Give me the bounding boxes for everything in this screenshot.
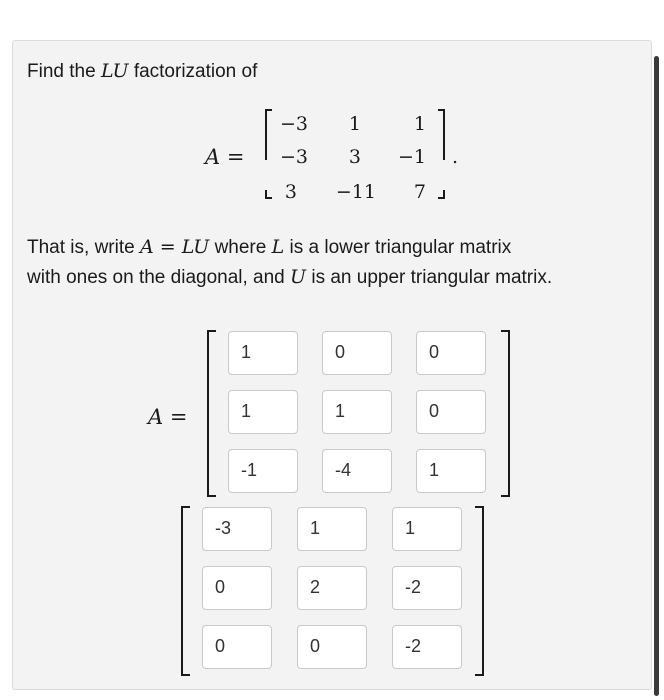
L-input[interactable]: 0 xyxy=(322,331,392,375)
U-input[interactable]: -3 xyxy=(202,507,272,551)
instruction-line-2 xyxy=(27,266,552,289)
L-input[interactable]: 1 xyxy=(228,331,298,375)
instr-text: with ones on the diagonal, and xyxy=(27,267,285,288)
given-cell: −3 xyxy=(279,146,308,168)
intro-var: LU xyxy=(100,60,129,82)
given-cell: −11 xyxy=(335,181,376,203)
U-input[interactable]: 2 xyxy=(297,566,367,610)
given-cell: 3 xyxy=(284,181,297,203)
U-right-bracket xyxy=(475,506,484,676)
L-input[interactable]: 1 xyxy=(228,390,298,434)
given-period: . xyxy=(452,146,459,168)
L-right-bracket xyxy=(501,330,510,497)
U-input[interactable]: 1 xyxy=(297,507,367,551)
L-input[interactable]: 0 xyxy=(416,390,486,434)
L-left-bracket xyxy=(207,330,216,497)
instr-eq: A = LU xyxy=(139,236,210,258)
U-input[interactable]: 0 xyxy=(297,625,367,669)
intro-text xyxy=(27,60,257,83)
answer-lhs: A = xyxy=(148,405,188,429)
given-cell: −1 xyxy=(397,146,426,168)
given-cell: 3 xyxy=(348,146,361,168)
intro-after: factorization of xyxy=(133,61,258,82)
intro-before: Find the xyxy=(27,61,96,82)
given-cell: −3 xyxy=(279,113,308,135)
instruction-line-1 xyxy=(27,236,511,259)
given-right-bracket xyxy=(436,108,448,200)
instr-text: That is, write xyxy=(27,237,135,258)
instr-text: is an upper triangular matrix. xyxy=(311,267,553,288)
U-input[interactable]: 1 xyxy=(392,507,462,551)
U-input[interactable]: -2 xyxy=(392,566,462,610)
L-input[interactable]: -4 xyxy=(322,449,392,493)
L-input[interactable]: -1 xyxy=(228,449,298,493)
instr-U: U xyxy=(290,266,307,288)
L-input[interactable]: 1 xyxy=(322,390,392,434)
instr-text: is a lower triangular matrix xyxy=(289,237,512,258)
U-input[interactable]: 0 xyxy=(202,566,272,610)
U-input[interactable]: -2 xyxy=(392,625,462,669)
given-cell: 1 xyxy=(413,113,426,135)
L-input[interactable]: 0 xyxy=(416,331,486,375)
U-left-bracket xyxy=(181,506,190,676)
given-cell: 1 xyxy=(348,113,361,135)
scrollbar[interactable] xyxy=(654,56,659,696)
given-matrix-lhs: A = xyxy=(205,145,245,169)
given-cell: 7 xyxy=(413,181,426,203)
instr-L: L xyxy=(271,236,285,258)
instr-text: where xyxy=(214,237,267,258)
U-input[interactable]: 0 xyxy=(202,625,272,669)
L-input[interactable]: 1 xyxy=(416,449,486,493)
